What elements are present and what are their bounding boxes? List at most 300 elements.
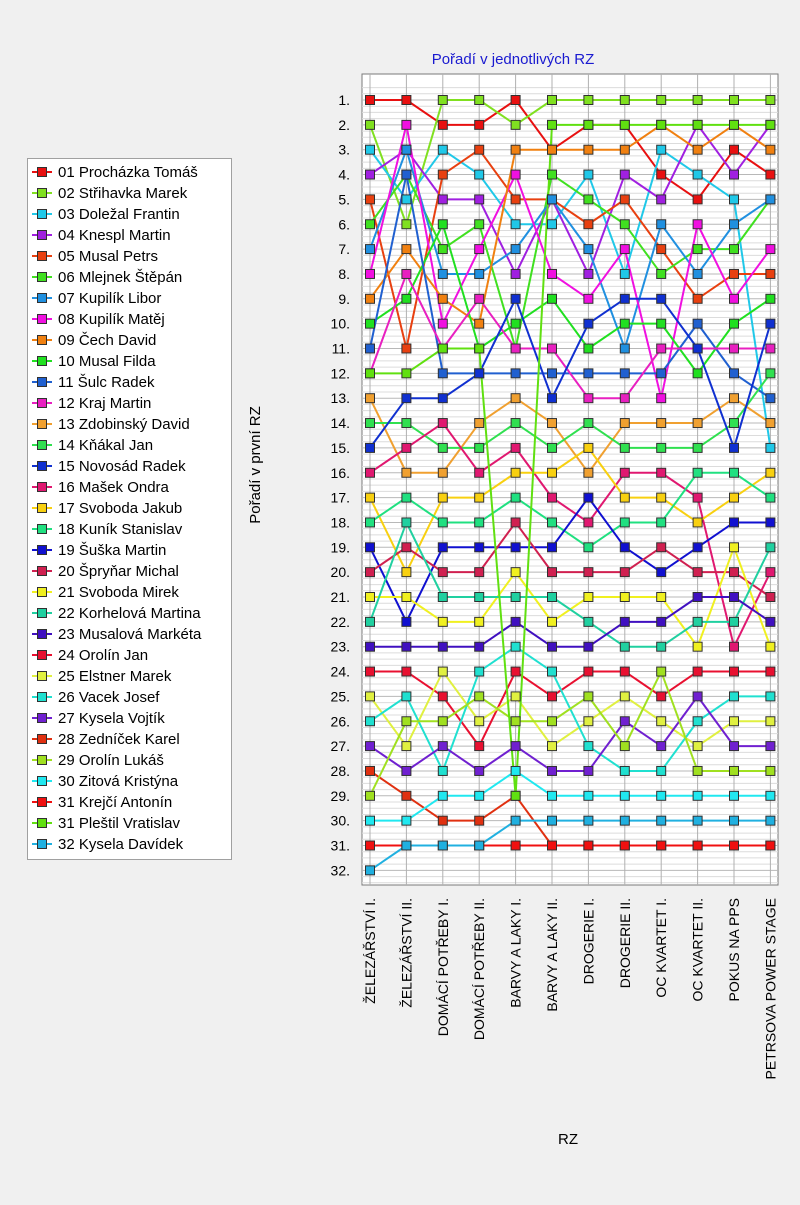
y-tick-label: 14.	[330, 415, 350, 432]
series-point	[548, 493, 557, 502]
series-point	[693, 120, 702, 129]
y-tick-label: 29.	[330, 787, 350, 804]
series-point	[366, 667, 375, 676]
series-point	[620, 120, 629, 129]
series-point	[402, 766, 411, 775]
series-point	[730, 493, 739, 502]
series-point	[730, 667, 739, 676]
series-point	[620, 841, 629, 850]
legend-marker	[38, 630, 47, 639]
series-point	[511, 145, 520, 154]
series-point	[657, 269, 666, 278]
legend-label: 06 Mlejnek Štěpán	[58, 269, 183, 286]
series-point	[620, 245, 629, 254]
series-point	[584, 319, 593, 328]
series-point	[657, 195, 666, 204]
series-point	[730, 145, 739, 154]
legend-label: 05 Musal Petrs	[58, 248, 159, 265]
series-point	[766, 692, 775, 701]
legend-marker	[38, 504, 47, 513]
legend-marker	[38, 294, 47, 303]
y-tick-label: 22.	[330, 613, 350, 630]
series-point	[402, 145, 411, 154]
series-point	[620, 344, 629, 353]
chart-title: Pořadí v jednotlivých RZ	[431, 51, 595, 68]
legend-label: 29 Orolín Lukáš	[58, 752, 164, 769]
series-point	[730, 518, 739, 527]
series-point	[620, 593, 629, 602]
series-point	[402, 642, 411, 651]
series-point	[584, 394, 593, 403]
series-point	[511, 120, 520, 129]
series-point	[693, 568, 702, 577]
series-point	[511, 568, 520, 577]
series-point	[402, 841, 411, 850]
series-point	[511, 667, 520, 676]
x-tick-label: ŽELEZÁŘSTVÍ II.	[398, 898, 415, 1008]
series-point	[620, 568, 629, 577]
series-point	[402, 369, 411, 378]
y-tick-label: 7.	[338, 241, 350, 258]
series-point	[693, 468, 702, 477]
series-point	[438, 816, 447, 825]
series-point	[402, 269, 411, 278]
series-point	[548, 816, 557, 825]
y-tick-label: 16.	[330, 464, 350, 481]
legend-label: 20 Špryňar Michal	[58, 563, 179, 580]
series-point	[620, 443, 629, 452]
series-point	[366, 120, 375, 129]
series-point	[657, 841, 666, 850]
series-point	[475, 96, 484, 105]
series-point	[366, 170, 375, 179]
series-point	[548, 220, 557, 229]
series-point	[693, 642, 702, 651]
legend-marker	[38, 546, 47, 555]
series-point	[511, 742, 520, 751]
series-point	[475, 717, 484, 726]
series-point	[620, 369, 629, 378]
series-point	[584, 816, 593, 825]
legend-label: 18 Kuník Stanislav	[58, 521, 183, 538]
series-point	[438, 742, 447, 751]
series-point	[693, 319, 702, 328]
series-point	[620, 145, 629, 154]
y-tick-label: 10.	[330, 315, 350, 332]
series-point	[402, 543, 411, 552]
series-point	[438, 443, 447, 452]
series-point	[693, 742, 702, 751]
series-point	[438, 568, 447, 577]
series-point	[657, 667, 666, 676]
series-point	[438, 195, 447, 204]
legend-marker	[38, 819, 47, 828]
series-point	[766, 593, 775, 602]
series-point	[438, 543, 447, 552]
x-tick-label: DOMÁCÍ POTŘEBY II.	[471, 898, 488, 1041]
legend-label: 22 Korhelová Martina	[58, 605, 201, 622]
legend-marker	[38, 651, 47, 660]
series-point	[584, 344, 593, 353]
series-point	[730, 245, 739, 254]
series-point	[366, 866, 375, 875]
legend-marker	[38, 798, 47, 807]
series-point	[402, 468, 411, 477]
series-point	[511, 493, 520, 502]
series-point	[766, 493, 775, 502]
series-point	[657, 120, 666, 129]
series-point	[730, 816, 739, 825]
series-point	[402, 195, 411, 204]
series-point	[730, 170, 739, 179]
series-point	[366, 220, 375, 229]
series-point	[366, 294, 375, 303]
series-point	[657, 617, 666, 626]
series-point	[438, 593, 447, 602]
series-point	[366, 419, 375, 428]
series-point	[402, 717, 411, 726]
legend-label: 23 Musalová Markéta	[58, 626, 202, 643]
series-point	[548, 443, 557, 452]
series-point	[438, 419, 447, 428]
series-point	[693, 369, 702, 378]
series-point	[438, 642, 447, 651]
series-point	[438, 319, 447, 328]
y-tick-label: 25.	[330, 688, 350, 705]
series-point	[402, 593, 411, 602]
series-point	[548, 145, 557, 154]
series-point	[730, 766, 739, 775]
x-tick-label: OC KVARTET II.	[689, 898, 706, 1002]
series-point	[620, 742, 629, 751]
y-tick-label: 1.	[338, 92, 350, 108]
series-point	[657, 717, 666, 726]
legend-marker	[38, 189, 47, 198]
series-point	[584, 568, 593, 577]
series-point	[620, 617, 629, 626]
series-point	[620, 170, 629, 179]
series-point	[657, 816, 666, 825]
series-point	[766, 742, 775, 751]
series-point	[693, 692, 702, 701]
series-point	[548, 344, 557, 353]
series-point	[438, 220, 447, 229]
legend-marker	[38, 840, 47, 849]
legend-svg	[28, 159, 231, 859]
series-point	[620, 518, 629, 527]
series-point	[730, 468, 739, 477]
series-point	[366, 96, 375, 105]
series-point	[766, 791, 775, 800]
series-point	[584, 742, 593, 751]
legend-label: 24 Orolín Jan	[58, 647, 149, 664]
series-point	[548, 269, 557, 278]
series-point	[438, 468, 447, 477]
series-point	[438, 369, 447, 378]
series-point	[657, 791, 666, 800]
series-point	[402, 419, 411, 428]
series-point	[438, 96, 447, 105]
series-point	[620, 493, 629, 502]
series-point	[475, 543, 484, 552]
series-point	[620, 195, 629, 204]
legend-label: 25 Elstner Marek	[58, 668, 172, 685]
series-point	[438, 145, 447, 154]
series-point	[548, 791, 557, 800]
series-point	[584, 692, 593, 701]
series-point	[366, 493, 375, 502]
y-tick-label: 28.	[330, 762, 350, 779]
y-tick-label: 8.	[338, 265, 350, 282]
series-point	[366, 717, 375, 726]
series-point	[475, 642, 484, 651]
series-point	[548, 294, 557, 303]
series-point	[475, 220, 484, 229]
series-point	[438, 344, 447, 353]
series-point	[402, 816, 411, 825]
legend-label: 03 Doležal Frantin	[58, 206, 180, 223]
legend-marker	[38, 168, 47, 177]
series-point	[693, 220, 702, 229]
series-point	[475, 518, 484, 527]
series-point	[657, 369, 666, 378]
series-point	[511, 170, 520, 179]
series-point	[548, 593, 557, 602]
series-point	[366, 692, 375, 701]
series-point	[657, 394, 666, 403]
y-tick-label: 15.	[330, 439, 350, 456]
series-point	[548, 96, 557, 105]
legend-label: 28 Zedníček Karel	[58, 731, 180, 748]
series-point	[548, 717, 557, 726]
series-point	[511, 468, 520, 477]
series-point	[475, 145, 484, 154]
y-tick-label: 6.	[338, 216, 350, 233]
series-point	[620, 717, 629, 726]
series-point	[584, 269, 593, 278]
series-point	[475, 369, 484, 378]
legend-label: 14 Kňákal Jan	[58, 437, 154, 454]
y-tick-label: 23.	[330, 638, 350, 655]
series-point	[402, 294, 411, 303]
y-tick-label: 32.	[330, 862, 350, 879]
series-point	[402, 170, 411, 179]
series-point	[657, 344, 666, 353]
series-point	[475, 667, 484, 676]
series-point	[438, 766, 447, 775]
series-point	[366, 145, 375, 154]
series-point	[475, 493, 484, 502]
series-point	[766, 195, 775, 204]
series-point	[438, 791, 447, 800]
series-point	[657, 319, 666, 328]
y-tick-label: 17.	[330, 489, 350, 506]
y-tick-label: 2.	[338, 116, 350, 133]
series-point	[730, 617, 739, 626]
series-point	[730, 369, 739, 378]
series-point	[366, 518, 375, 527]
series-point	[766, 543, 775, 552]
series-point	[511, 791, 520, 800]
legend-label: 31 Pleštil Vratislav	[58, 815, 180, 832]
legend-marker	[38, 609, 47, 618]
x-tick-label: DOMÁCÍ POTŘEBY I.	[434, 898, 451, 1037]
series-point	[511, 841, 520, 850]
series-point	[730, 742, 739, 751]
legend-marker	[38, 378, 47, 387]
series-point	[548, 543, 557, 552]
series-point	[511, 344, 520, 353]
y-axis-label: Pořadí v první RZ	[247, 406, 264, 524]
series-point	[584, 195, 593, 204]
series-point	[402, 120, 411, 129]
series-point	[766, 294, 775, 303]
series-point	[548, 195, 557, 204]
series-point	[548, 766, 557, 775]
series-point	[438, 269, 447, 278]
series-point	[693, 841, 702, 850]
series-point	[730, 717, 739, 726]
legend-label: 17 Svoboda Jakub	[58, 500, 183, 517]
y-tick-label: 5.	[338, 191, 350, 208]
legend-marker	[38, 441, 47, 450]
legend-label: 15 Novosád Radek	[58, 458, 186, 475]
series-point	[766, 120, 775, 129]
series-point	[366, 443, 375, 452]
legend-marker	[38, 588, 47, 597]
series-point	[402, 742, 411, 751]
series-point	[511, 195, 520, 204]
series-point	[766, 319, 775, 328]
series-point	[511, 642, 520, 651]
legend-label: 13 Zdobinský David	[58, 416, 190, 433]
series-point	[620, 269, 629, 278]
y-tick-label: 9.	[338, 290, 350, 307]
series-point	[693, 443, 702, 452]
x-tick-label: ŽELEZÁŘSTVÍ I.	[362, 898, 378, 1004]
series-point	[475, 593, 484, 602]
series-point	[402, 220, 411, 229]
legend-label: 07 Kupilík Libor	[58, 290, 162, 307]
series-point	[511, 294, 520, 303]
series-point	[730, 841, 739, 850]
y-tick-label: 4.	[338, 166, 350, 183]
series-point	[511, 816, 520, 825]
legend-label: 01 Procházka Tomáš	[58, 164, 198, 181]
x-tick-label: PETRSOVA POWER STAGE	[762, 898, 779, 1080]
series-point	[657, 96, 666, 105]
legend-marker	[38, 357, 47, 366]
series-point	[693, 667, 702, 676]
series-point	[766, 468, 775, 477]
y-tick-label: 30.	[330, 812, 350, 829]
series-point	[475, 816, 484, 825]
series-point	[730, 394, 739, 403]
series-point	[620, 816, 629, 825]
series-point	[766, 816, 775, 825]
series-point	[584, 419, 593, 428]
series-point	[402, 394, 411, 403]
series-point	[766, 667, 775, 676]
series-point	[730, 419, 739, 428]
series-point	[657, 766, 666, 775]
legend-marker	[38, 483, 47, 492]
series-point	[475, 468, 484, 477]
series-point	[584, 145, 593, 154]
series-point	[766, 419, 775, 428]
series-point	[366, 617, 375, 626]
legend-marker	[38, 525, 47, 534]
series-point	[511, 220, 520, 229]
legend-label: 12 Kraj Martin	[58, 395, 152, 412]
series-point	[584, 443, 593, 452]
series-point	[402, 96, 411, 105]
series-point	[402, 344, 411, 353]
series-point	[584, 667, 593, 676]
series-point	[366, 269, 375, 278]
series-point	[766, 369, 775, 378]
series-point	[366, 841, 375, 850]
series-point	[730, 568, 739, 577]
series-point	[693, 269, 702, 278]
legend-marker	[38, 336, 47, 345]
series-point	[584, 493, 593, 502]
series-point	[766, 344, 775, 353]
series-point	[693, 593, 702, 602]
series-point	[475, 294, 484, 303]
y-tick-label: 21.	[330, 589, 350, 605]
series-point	[766, 145, 775, 154]
y-tick-label: 12.	[330, 365, 350, 382]
series-point	[766, 443, 775, 452]
series-point	[366, 742, 375, 751]
y-tick-label: 18.	[330, 514, 350, 531]
x-tick-label: DROGERIE I.	[580, 898, 597, 985]
series-point	[438, 692, 447, 701]
legend-marker	[38, 462, 47, 471]
series-point	[548, 120, 557, 129]
legend-label: 32 Kysela Davídek	[58, 836, 184, 853]
series-point	[766, 717, 775, 726]
series-point	[620, 468, 629, 477]
series-point	[402, 443, 411, 452]
series-point	[730, 96, 739, 105]
series-point	[366, 593, 375, 602]
series-point	[657, 443, 666, 452]
x-tick-label: POKUS NA PPS	[726, 898, 742, 1002]
legend-marker	[38, 714, 47, 723]
series-point	[620, 394, 629, 403]
legend-label: 02 Střihavka Marek	[58, 185, 188, 202]
series-point	[548, 692, 557, 701]
series-point	[584, 96, 593, 105]
series-point	[693, 419, 702, 428]
series-point	[548, 617, 557, 626]
series-point	[438, 717, 447, 726]
series-point	[366, 816, 375, 825]
series-point	[402, 493, 411, 502]
legend-marker	[38, 777, 47, 786]
series-point	[438, 294, 447, 303]
series-point	[475, 120, 484, 129]
y-tick-label: 20.	[330, 564, 350, 581]
series-point	[620, 543, 629, 552]
series-point	[511, 319, 520, 328]
series-point	[584, 120, 593, 129]
series-point	[402, 245, 411, 254]
series-point	[475, 245, 484, 254]
series-point	[475, 617, 484, 626]
